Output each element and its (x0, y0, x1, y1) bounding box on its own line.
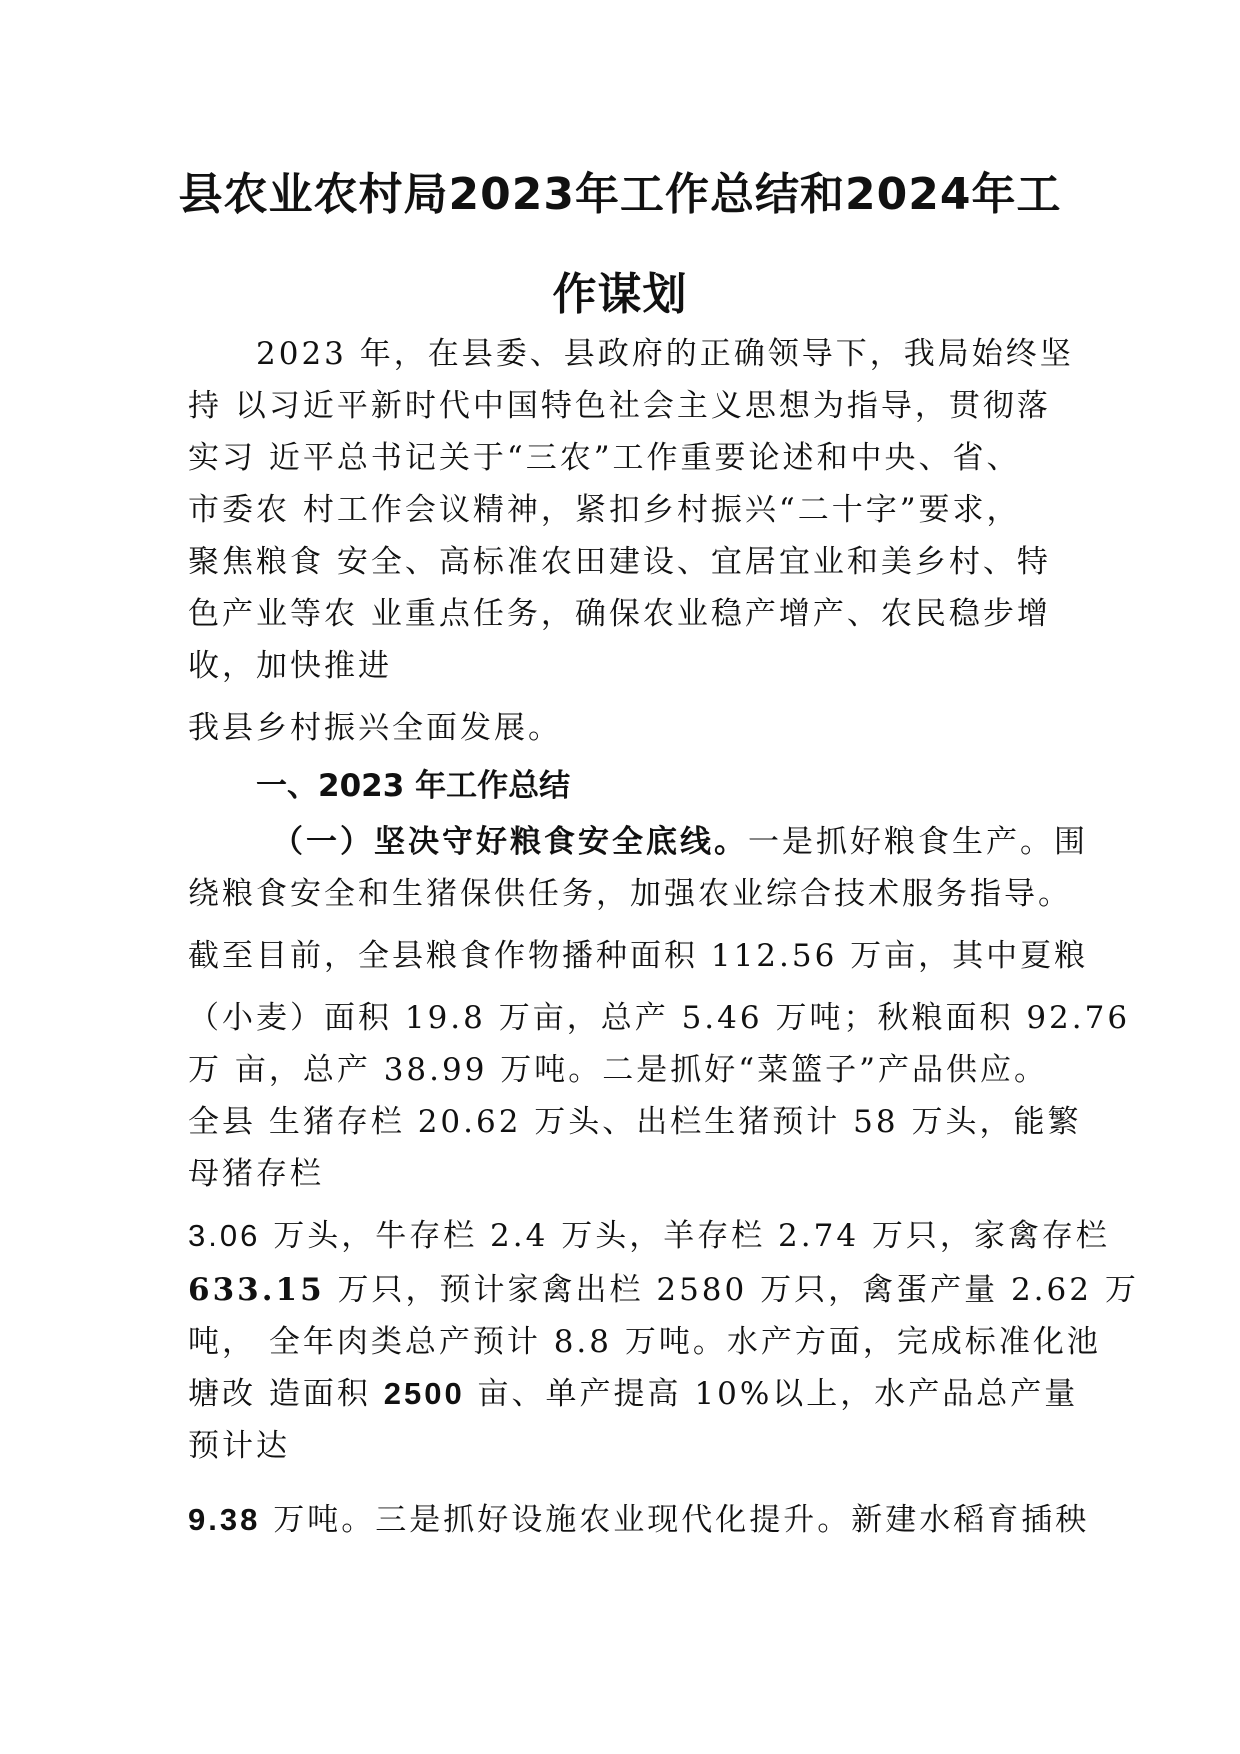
intro-line-5: 聚焦粮食 安全、高标准农田建设、宜居宜业和美乡村、特 (188, 544, 1051, 580)
intro-line-3: 实习 近平总书记关于“三农”工作重要论述和中央、省、 (188, 440, 1021, 476)
value-2500: 2500 (383, 1376, 465, 1411)
body-line-12-text: 万吨。三是抓好设施农业现代化提升。新建水稻育插秧 (260, 1502, 1090, 1538)
body-line-9: 吨， 全年肉类总产预计 8.8 万吨。水产方面，完成标准化池 (188, 1324, 1101, 1360)
body-line-10-post: 亩、单产提高 10%以上，水产品总产量 (464, 1376, 1079, 1412)
body-line-10-pre: 塘改 造面积 (188, 1376, 384, 1412)
intro-line-6: 色产业等农 业重点任务，确保农业稳产增产、农民稳步增 (188, 596, 1051, 632)
body-line-1: 绕粮食安全和生猪保供任务，加强农业综合技术服务指导。 (188, 876, 1072, 912)
document-title-line-1: 县农业农村局2023年工作总结和2024年工 (178, 169, 1062, 220)
body-line-11: 预计达 (188, 1428, 290, 1464)
intro-line-2: 持 以习近平新时代中国特色社会主义思想为指导，贯彻落 (188, 388, 1051, 424)
body-line-10 (188, 1374, 1078, 1414)
intro-line-4: 市委农 村工作会议精神，紧扣乡村振兴“二十字”要求， (188, 492, 1021, 528)
body-line-4: 万 亩，总产 38.99 万吨。二是抓好“菜篮子”产品供应。 (188, 1052, 1049, 1088)
body-line-3: （小麦）面积 19.8 万亩，总产 5.46 万吨；秋粮面积 92.76 (188, 1000, 1131, 1036)
value-3-06: 3.06 (188, 1218, 261, 1253)
subsection-label: （一）坚决守好粮食安全底线。 (272, 824, 748, 860)
body-line-7 (188, 1216, 1110, 1256)
body-line-2: 截至目前，全县粮食作物播种面积 112.56 万亩，其中夏粮 (188, 938, 1089, 974)
body-line-8 (188, 1270, 1139, 1310)
document-title-line-2: 作谋划 (552, 269, 688, 320)
subsection-text: 一是抓好粮食生产。围 (748, 824, 1088, 860)
intro-line-1: 2023 年，在县委、县政府的正确领导下，我局始终坚 (256, 336, 1074, 372)
subsection-line (272, 822, 1088, 862)
body-line-12 (188, 1500, 1089, 1540)
body-line-8-text: 万只，预计家禽出栏 2580 万只，禽蛋产量 2.62 万 (324, 1272, 1139, 1308)
body-line-5: 全县 生猪存栏 20.62 万头、出栏生猪预计 58 万头，能繁 (188, 1104, 1082, 1140)
section-heading: 一、2023 年工作总结 (256, 768, 571, 804)
value-9-38: 9.38 (188, 1502, 261, 1537)
intro-line-7: 收，加快推进 (188, 648, 392, 684)
value-633-15: 633.15 (188, 1272, 325, 1308)
intro-line-8: 我县乡村振兴全面发展。 (188, 710, 562, 746)
body-line-6: 母猪存栏 (188, 1156, 324, 1192)
body-line-7-text: 万头，牛存栏 2.4 万头，羊存栏 2.74 万只，家禽存栏 (260, 1218, 1110, 1254)
